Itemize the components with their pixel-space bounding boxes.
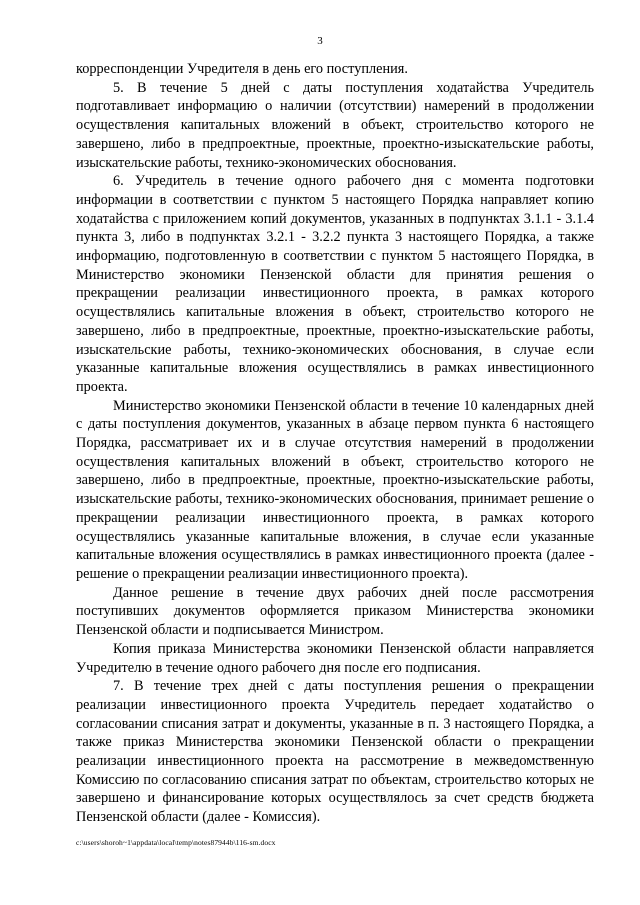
page-number: 3 [317,35,323,47]
paragraph-decision-order: Данное решение в течение двух рабочих дней после рассмотрения поступивших документов оформляется приказом Министерства экономики Пензенской области и подписывается Министром. [76,584,594,639]
paragraph-continuation: корреспонденции Учредителя в день его поступления. [76,61,408,77]
paragraph-item-7: 7. В течение трех дней с даты поступления решения о прекращении реализации инвестиционного проекта Учредитель передает ходатайство о согласовании списания затрат и документы, указанные в п. 3 настоящего Порядка, а также приказ Министерства экономики Пензенской области о прекращении реализации инвестиционного проекта на рассмотрение в межведомственную Комиссию по согласованию списания затрат по объектам, строительство которых не завершено и финансирование которых осуществлялось за счет средств бюджета Пензенской области (далее - Комиссия). [76,678,594,826]
footer-file-path: c:\users\shoroh~1\appdata\local\temp\notes87944b\116-sm.docx [76,838,276,847]
paragraph-order-copy: Копия приказа Министерства экономики Пензенской области направляется Учредителю в течение одного рабочего дня после его подписания. [76,640,594,676]
paragraph-item-6: 6. Учредитель в течение одного рабочего дня с момента подготовки информации в соответствии с пунктом 5 настоящего Порядка направляет копию ходатайства с приложением копий документов, указанных в подпунктах 3.1.1 - 3.1.4 пункта 3, либо в подпунктах 3.2.1 - 3.2.2 пункта 3 настоящего Порядка, а также информацию, подготовленную в соответствии с пунктом 5 настоящего Порядка, в Министерство экономики Пензенской области для принятия решения о прекращении реализации инвестиционного проекта, в рамках которого осуществлялись капитальные вложения в объект, строительство которого не завершено, либо в предпроектные, проектные, проектно-изыскательские работы, изыскательские работы, технико-экономических обоснования, в случае если указанные капитальные вложения осуществлялись в рамках инвестиционного проекта. [76,173,594,395]
paragraph-ministry-review: Министерство экономики Пензенской области в течение 10 календарных дней с даты поступления документов, указанных в абзаце первом пункта 6 настоящего Порядка, рассматривает их и в случае отсутствия намерений в продолжении осуществления капитальных вложений в объект, строительство которого не завершено, либо в предпроектные, проектные, проектно-изыскательские работы, изыскательские работы, технико-экономических обоснования, принимает решение о прекращении реализации инвестиционного проекта, в рамках которого осуществлялись указанные капитальные вложения, в случае если указанные капитальные вложения осуществлялись в рамках инвестиционного проекта (далее - решение о прекращении реализации инвестиционного проекта). [76,397,594,582]
document-body [76,60,594,827]
paragraph-item-5: 5. В течение 5 дней с даты поступления ходатайства Учредитель подготавливает информацию о наличии (отсутствии) намерений в продолжении осуществления капитальных вложений в объект, строительство которого не завершено, либо в предпроектные, проектные, проектно-изыскательские работы, изыскательские работы, технико-экономических обоснования. [76,79,594,171]
